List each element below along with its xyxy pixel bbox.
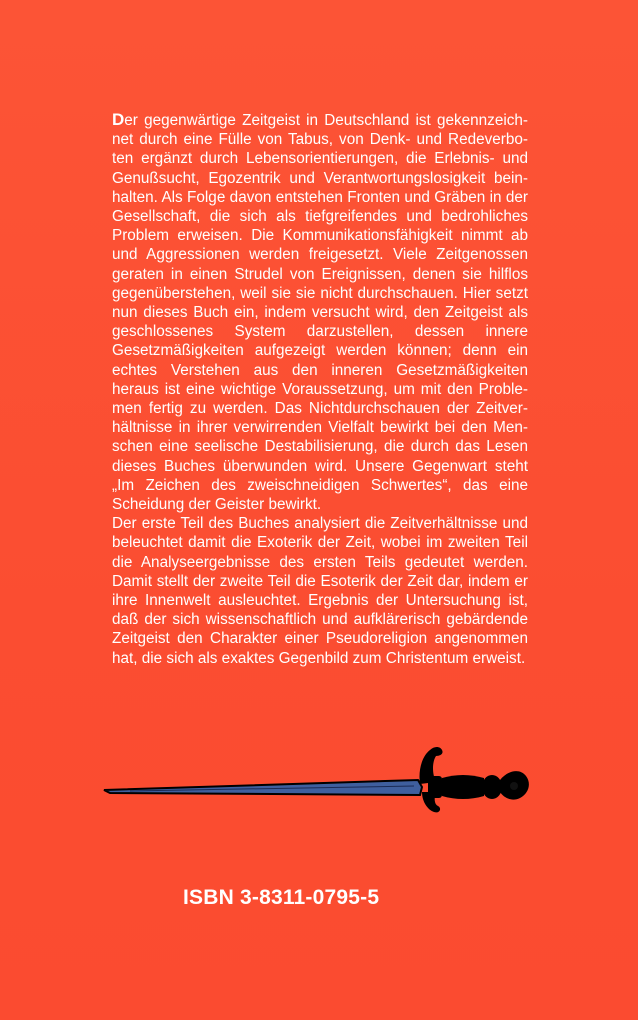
sword-icon [100,740,532,820]
isbn-label: ISBN 3-8311-0795-5 [183,886,380,909]
blurb-paragraph-1 [112,110,528,514]
blurb-paragraph-1-text: er gegenwärtige Zeitgeist in Deutschland ist gekennzeichnet durch eine Fülle von Tabus, von Denk- und Redeverboten ergänzt durch Lebensorientierungen, die Erlebnis- und Genußsucht, Egozentrik und Verantwortungslosigkeit beinhalten. Als Folge davon entstehen Fronten und Gräben in der Gesellschaft, die sich als tiefgreifendes und bedrohliches Problem erweisen. Die Kommunikationsfähigkeit nimmt ab und Aggressionen werden freigesetzt. Viele Zeitgenossen geraten in einen Strudel von Ereignissen, denen sie hilflos gegenüberstehen, weil sie sie nicht durchschauen. Hier setzt nun dieses Buch ein, indem versucht wird, den Zeitgeist als geschlossenes System darzustellen, dessen innere Gesetzmäßigkeiten aufgezeigt werden können; denn ein echtes Verstehen aus den inneren Gesetzmäßigkeiten heraus ist eine wichtige Voraussetzung, um mit den Problemen fertig zu werden. Das Nichtdurchschauen der Zeitverhältnisse in ihrer verwirrenden Vielfalt bewirkt bei den Menschen eine seelische Destabilisierung, die durch das Lesen dieses Buches überwunden wird. Unsere Gegenwart steht „Im Zeichen des zweischneidigen Schwertes“, das eine Scheidung der Geister bewirkt. [112,112,528,514]
sword-blade [104,780,422,795]
blurb-paragraph-2: Der erste Teil des Buches analysiert die Zeitverhältnisse und beleuchtet damit die Exoterik der Zeit, wobei im zweiten Teil die Analyseergebnisse des ersten Teils gedeutet werden. Damit stellt der zweite Teil die Esoterik der Zeit dar, indem er ihre Innenwelt ausleuchtet. Ergebnis der Untersuchung ist, daß der sich wissenschaftlich und aufklärerisch gebärdende Zeitgeist den Charakter einer Pseudoreligion angenommen hat, die sich als exaktes Gegenbild zum Christentum erweist. [112,515,528,667]
blurb-text [112,110,528,668]
sword-grip [442,775,484,799]
drop-cap: D [112,110,125,129]
